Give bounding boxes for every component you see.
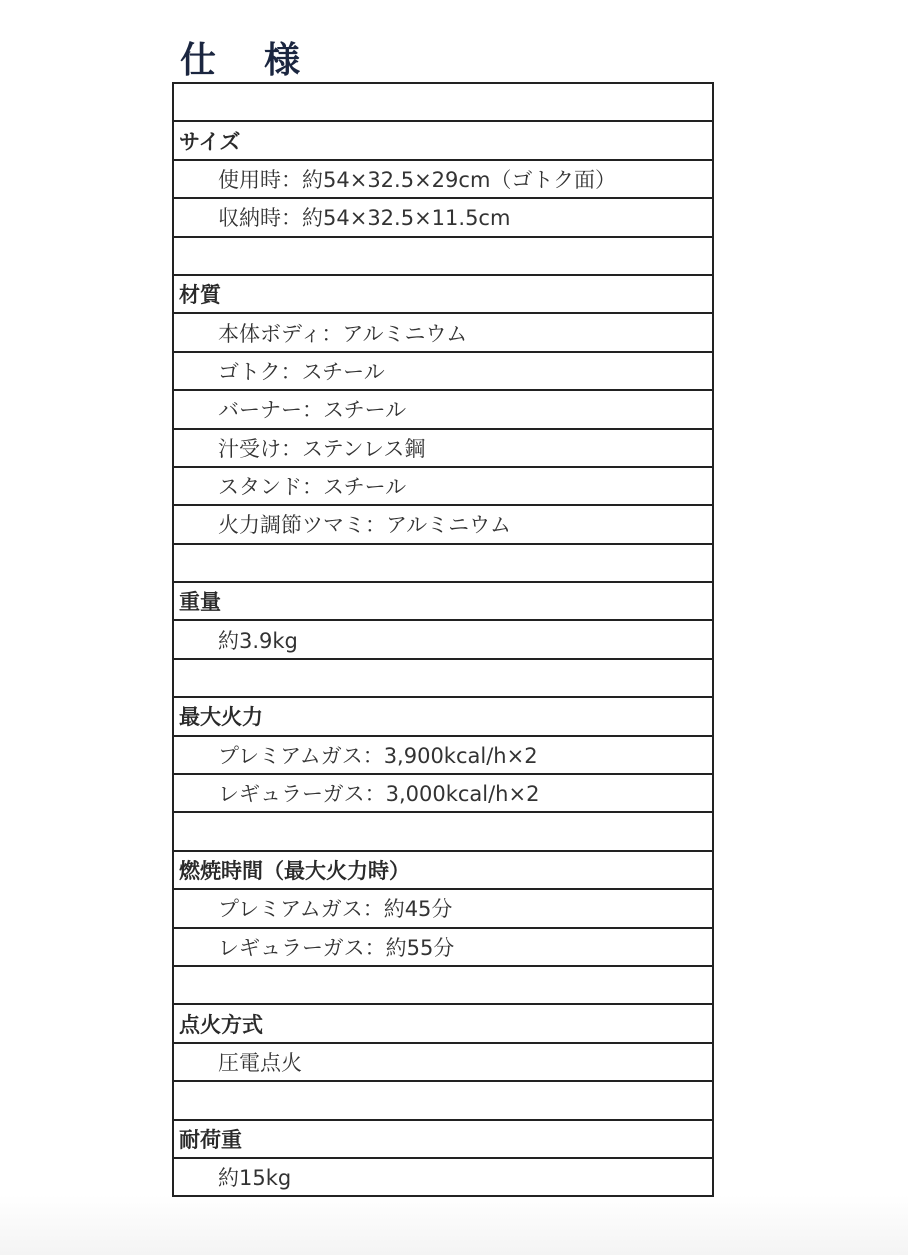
section-heading-load-capacity: 耐荷重 [174, 1121, 712, 1159]
spec-item-ignition: 圧電点火 [174, 1044, 712, 1082]
blank-row [174, 660, 712, 698]
blank-row [174, 813, 712, 851]
section-heading-max-output: 最大火力 [174, 698, 712, 736]
page-title: 仕様 [180, 40, 349, 81]
blank-row [174, 84, 712, 122]
section-heading-size: サイズ [174, 122, 712, 160]
spec-item-material-burner: バーナー：スチール [174, 391, 712, 429]
spec-item-size-stored: 収納時：約54×32.5×11.5cm [174, 199, 712, 237]
blank-row [174, 545, 712, 583]
spec-item-output-premium: プレミアムガス：3,900kcal/h×2 [174, 737, 712, 775]
spec-item-size-in-use: 使用時：約54×32.5×29cm（ゴトク面） [174, 161, 712, 199]
spec-item-material-knob: 火力調節ツマミ：アルミニウム [174, 506, 712, 544]
spec-item-material-stand: スタンド：スチール [174, 468, 712, 506]
section-heading-burn-time: 燃焼時間（最大火力時） [174, 852, 712, 890]
spec-item-material-grate: ゴトク：スチール [174, 353, 712, 391]
spec-item-material-drip-tray: 汁受け：ステンレス鋼 [174, 430, 712, 468]
section-heading-weight: 重量 [174, 583, 712, 621]
blank-row [174, 1082, 712, 1120]
spec-item-burn-premium: プレミアムガス：約45分 [174, 890, 712, 928]
spec-item-load-capacity: 約15kg [174, 1159, 712, 1197]
blank-row [174, 967, 712, 1005]
section-heading-ignition: 点火方式 [174, 1005, 712, 1043]
spec-item-material-body: 本体ボディ：アルミニウム [174, 314, 712, 352]
blank-row [174, 238, 712, 276]
spec-item-output-regular: レギュラーガス：3,000kcal/h×2 [174, 775, 712, 813]
spec-table [172, 82, 714, 1197]
section-heading-material: 材質 [174, 276, 712, 314]
spec-item-weight: 約3.9kg [174, 621, 712, 659]
spec-item-burn-regular: レギュラーガス：約55分 [174, 929, 712, 967]
